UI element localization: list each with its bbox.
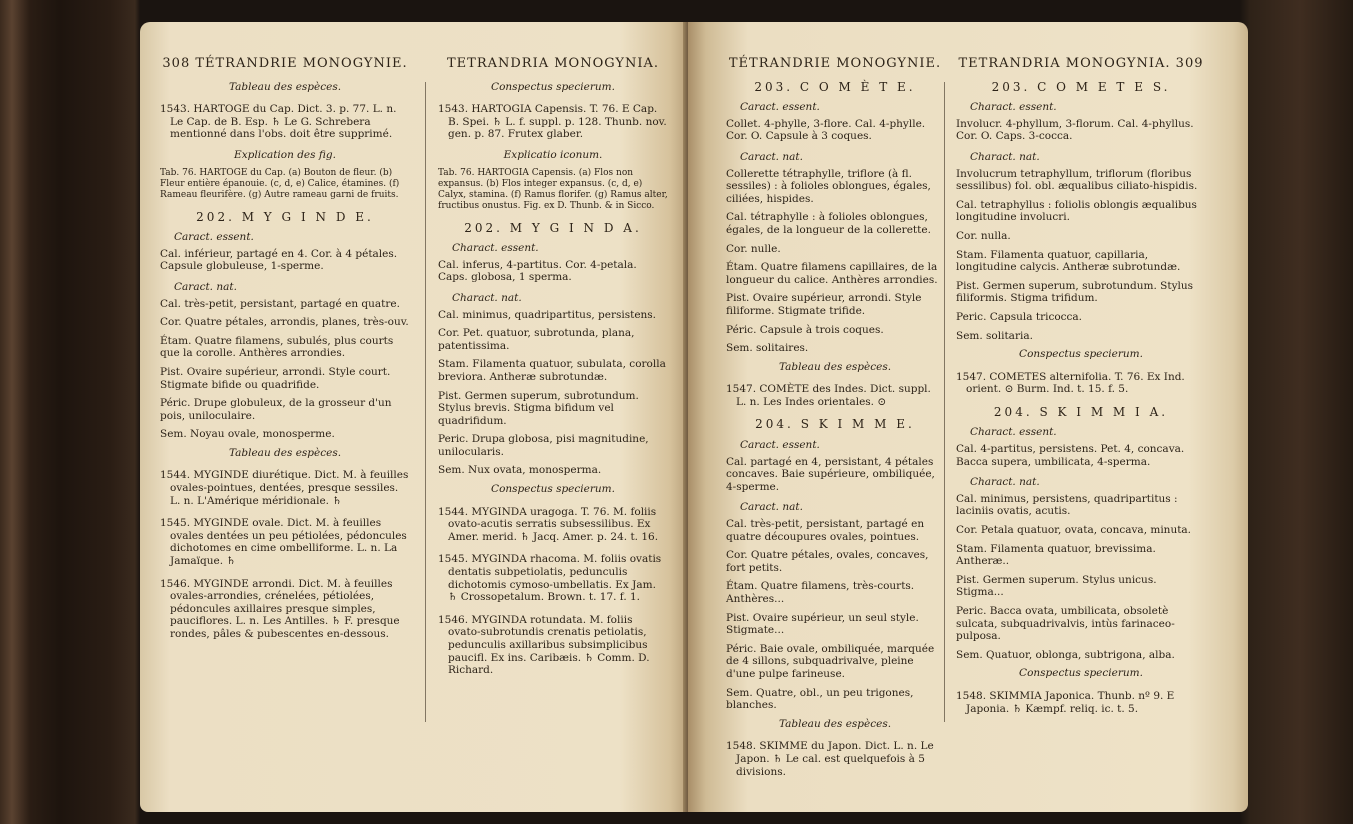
species-entry: 1544. MYGINDE diurétique. Dict. M. à feuilles ovales-pointues, dentées, presque sessiles. L. n. L'Amérique méridionale. ♄ (160, 469, 409, 507)
paragraph: Étam. Quatre filamens, subulés, plus courts que la corolle. Anthères arrondies. (160, 334, 394, 360)
paragraph: Cal. inférieur, partagé en 4. Cor. à 4 pétales. Capsule globuleuse, 1-sperme. (160, 247, 398, 273)
paragraph: Peric. Capsula tricocca. (956, 310, 1083, 323)
species-entry: 1547. COMETES alternifolia. T. 76. Ex Ind. orient. ⊙ Burm. Ind. t. 15. f. 5. (956, 370, 1185, 396)
subheading: Tableau des espèces. (778, 717, 892, 730)
paragraph: Sem. solitaria. (956, 329, 1033, 342)
figure-explanation: Tab. 76. HARTOGE du Cap. (a) Bouton de fleur. (b) Fleur entière épanouie. (c, d, e) Calice, étamines. (f) Rameau fleurifère. (g) Autre rameau garni de fruits. (160, 167, 400, 200)
paragraph: Cor. Quatre pétales, ovales, concaves, fort petits. (726, 549, 929, 574)
subheading: Caract. essent. (740, 439, 820, 452)
paragraph: Cal. très-petit, persistant, partagé en quatre. (160, 297, 400, 310)
paragraph: Sem. Nux ovata, monosperma. (438, 464, 602, 477)
paragraph: Stam. Filamenta quatuor, capillaria, longitudine calycis. Antheræ subrotundæ. (956, 248, 1181, 274)
species-entry: 1546. MYGINDA rotundata. M. foliis ovato-subrotundis crenatis petiolatis, pedunculis axillaribus subsimplicibus paucifl. Ex ins. Caribæis. ♄ Comm. D. Richard. (438, 613, 650, 677)
species-entry: 1548. SKIMMIA Japonica. Thunb. nº 9. E Japonia. ♄ Kæmpf. reliq. ic. t. 5. (956, 689, 1175, 715)
subheading: Conspectus specierum. (1019, 348, 1143, 361)
paragraph: Stam. Filamenta quatuor, brevissima. Antheræ.. (956, 542, 1156, 568)
paragraph: Pist. Germen superum. Stylus unicus. Stigma... (956, 573, 1157, 599)
subheading: Conspectus specierum. (491, 80, 615, 93)
genus-heading: 204. S K I M M I A. (993, 404, 1169, 419)
species-entry: 1543. HARTOGE du Cap. Dict. 3. p. 77. L. n. Le Cap. de B. Esp. ♄ Le G. Schrebera mentionné dans l'obs. doit être supprimé. (160, 103, 397, 141)
paragraph: Pist. Germen superum, subrotundum. Stylus brevis. Stigma bifidum vel quadrifidum. (438, 389, 639, 427)
paragraph: Pist. Ovaire supérieur, arrondi. Style court. Stigmate bifide ou quadrifide. (160, 365, 391, 391)
paragraph: Peric. Bacca ovata, umbilicata, obsoletè sulcata, subquadrivalvis, intùs farinaceo-pulposa. (956, 605, 1175, 643)
species-entry: 1544. MYGINDA uragoga. T. 76. M. foliis ovato-acutis serratis subsessilibus. Ex Amer. merid. ♄ Jacq. Amer. p. 24. t. 16. (438, 505, 659, 543)
paragraph: Collerette tétraphylle, triflore (à fl. sessiles) : à folioles oblongues, égales, ciliées, hispides. (726, 167, 931, 205)
species-entry: 1545. MYGINDA rhacoma. M. foliis ovatis dentatis subpetiolatis, pedunculis dichotomis cymoso-umbellatis. Ex Jam. ♄ Crossopetalum. Brown. t. 17. f. 1. (438, 553, 662, 604)
paragraph: Involucrum tetraphyllum, triflorum (floribus sessilibus) fol. obl. æqualibus ciliato-hispidis. (956, 167, 1198, 193)
figure-explanation: Tab. 76. HARTOGIA Capensis. (a) Flos non expansus. (b) Flos integer expansus. (c, d, e) Calyx, stamina. (f) Ramus florifer. (g) Ramus alter, fructibus onustus. Fig. ex D. Thunb. & in Sicco. (438, 167, 668, 211)
paragraph: Sem. Quatuor, oblonga, subtrigona, alba. (956, 648, 1175, 661)
paragraph: Cal. très-petit, persistant, partagé en quatre découpures ovales, pointues. (726, 518, 925, 543)
right-page (688, 22, 1248, 812)
paragraph: Cor. Pet. quatuor, subrotunda, plana, patentissima. (438, 327, 635, 352)
subheading: Tableau des espèces. (228, 80, 342, 93)
genus-heading: 203. C O M È T E. (754, 79, 916, 94)
paragraph: Cal. minimus, persistens, quadripartitus : laciniis ovatis, acutis. (956, 492, 1178, 518)
paragraph: Pist. Ovaire supérieur, arrondi. Style filiforme. Stigmate trifide. (726, 292, 922, 317)
species-entry: 1543. HARTOGIA Capensis. T. 76. E Cap. B. Spei. ♄ L. f. suppl. p. 128. Thunb. nov. gen. p. 87. Frutex glaber. (438, 103, 667, 141)
paragraph: Étam. Quatre filamens capillaires, de la longueur du calice. Anthères arrondies. (726, 261, 938, 286)
subheading: Caract. nat. (740, 150, 803, 163)
paragraph: Pist. Ovaire supérieur, un seul style. Stigmate... (726, 611, 919, 637)
species-entry: 1545. MYGINDE ovale. Dict. M. à feuilles ovales dentées un peu pétiolées, pédoncules dichotomes en cime ombelliforme. L. n. La Jamaïque. ♄ (160, 517, 407, 568)
paragraph: Cal. 4-partitus, persistens. Pet. 4, concava. Bacca supera, umbilicata, 4-sperma. (956, 443, 1185, 468)
genus-heading: 202. M Y G I N D A. (464, 220, 642, 235)
paragraph: Cor. Petala quatuor, ovata, concava, minuta. (956, 524, 1192, 537)
paragraph: Cal. partagé en 4, persistant, 4 pétales concaves. Baie supérieure, ombiliquée, 4-sperme. (726, 455, 935, 493)
subheading: Explication des fig. (234, 148, 336, 161)
subheading: Charact. nat. (970, 476, 1040, 489)
subheading: Charact. essent. (970, 101, 1057, 114)
paragraph: Collet. 4-phylle, 3-flore. Cal. 4-phylle. Cor. O. Capsule à 3 coques. (726, 117, 926, 143)
subheading: Charact. nat. (970, 150, 1040, 163)
subheading: Caract. nat. (740, 501, 803, 514)
subheading: Tableau des espèces. (778, 360, 892, 373)
column-divider (425, 82, 426, 722)
left-page-french-column (160, 22, 410, 649)
species-entry: 1548. SKIMME du Japon. Dict. L. n. Le Japon. ♄ Le cal. est quelquefois à 5 divisions. (726, 740, 934, 778)
paragraph: Sem. solitaires. (726, 342, 809, 355)
paragraph: Étam. Quatre filamens, très-courts. Anthères... (726, 580, 915, 605)
subheading: Charact. essent. (452, 242, 539, 255)
genus-heading: 203. C O M E T E S. (991, 79, 1171, 94)
species-entry: 1546. MYGINDE arrondi. Dict. M. à feuilles ovales-arrondies, crénelées, pétiolées, pédoncules axillaires presque simples, pauciflores. L. n. Les Antilles. ♄ F. presque rondes, pâles & pubescentes en-dessous. (160, 577, 400, 640)
paragraph: Cal. inferus, 4-partitus. Cor. 4-petala. Caps. globosa, 1 sperma. (438, 258, 637, 284)
subheading: Conspectus specierum. (1019, 667, 1143, 680)
paragraph: Stam. Filamenta quatuor, subulata, corolla breviora. Antheræ subrotundæ. (438, 358, 666, 383)
paragraph: Cal. tetraphyllus : foliolis oblongis æqualibus longitudine involucri. (956, 198, 1197, 224)
subheading: Caract. nat. (174, 280, 237, 293)
running-header: 308 TÉTRANDRIE MONOGYNIE. (162, 56, 408, 71)
genus-heading: 202. M Y G I N D E. (196, 209, 374, 224)
paragraph: Péric. Drupe globuleux, de la grosseur d'un pois, uniloculaire. (160, 397, 392, 422)
paragraph: Cal. tétraphylle : à folioles oblongues, égales, de la longueur de la collerette. (726, 211, 931, 236)
right-page-french-column (726, 22, 944, 786)
running-header: TETRANDRIA MONOGYNIA. 309 (958, 56, 1204, 71)
subheading: Charact. essent. (970, 426, 1057, 439)
running-header: TETRANDRIA MONOGYNIA. (446, 56, 660, 71)
paragraph: Pist. Germen superum, subrotundum. Stylus filiformis. Stigma trifidum. (956, 279, 1194, 305)
subheading: Charact. nat. (452, 291, 522, 304)
genus-heading: 204. S K I M M E. (755, 417, 915, 432)
paragraph: Cor. Quatre pétales, arrondis, planes, très-ouv. (160, 316, 409, 329)
running-header: TÉTRANDRIE MONOGYNIE. (728, 56, 942, 71)
left-page (140, 22, 688, 812)
paragraph: Sem. Quatre, obl., un peu trigones, blanches. (726, 686, 914, 712)
subheading: Caract. essent. (740, 101, 820, 114)
subheading: Explicatio iconum. (503, 148, 603, 161)
paragraph: Cor. nulla. (956, 229, 1011, 242)
left-page-latin-column (438, 22, 668, 685)
subheading: Conspectus specierum. (491, 483, 615, 496)
column-divider (944, 82, 945, 722)
paragraph: Péric. Baie ovale, ombiliquée, marquée de 4 sillons, subquadrivalve, pleine d'une pulpe farineuse. (726, 642, 935, 680)
paragraph: Péric. Capsule à trois coques. (726, 323, 884, 336)
paragraph: Cor. nulle. (726, 242, 781, 255)
paragraph: Cal. minimus, quadripartitus, persistens. (438, 308, 657, 321)
subheading: Tableau des espèces. (228, 446, 342, 459)
paragraph: Peric. Drupa globosa, pisi magnitudine, unilocularis. (438, 433, 649, 458)
right-page-latin-column (956, 22, 1206, 723)
paragraph: Involucr. 4-phyllum, 3-florum. Cal. 4-phyllus. Cor. O. Caps. 3-cocca. (956, 117, 1194, 143)
subheading: Caract. essent. (174, 231, 254, 244)
species-entry: 1547. COMÈTE des Indes. Dict. suppl. L. n. Les Indes orientales. ⊙ (726, 383, 931, 408)
paragraph: Sem. Noyau ovale, monosperme. (160, 428, 335, 441)
